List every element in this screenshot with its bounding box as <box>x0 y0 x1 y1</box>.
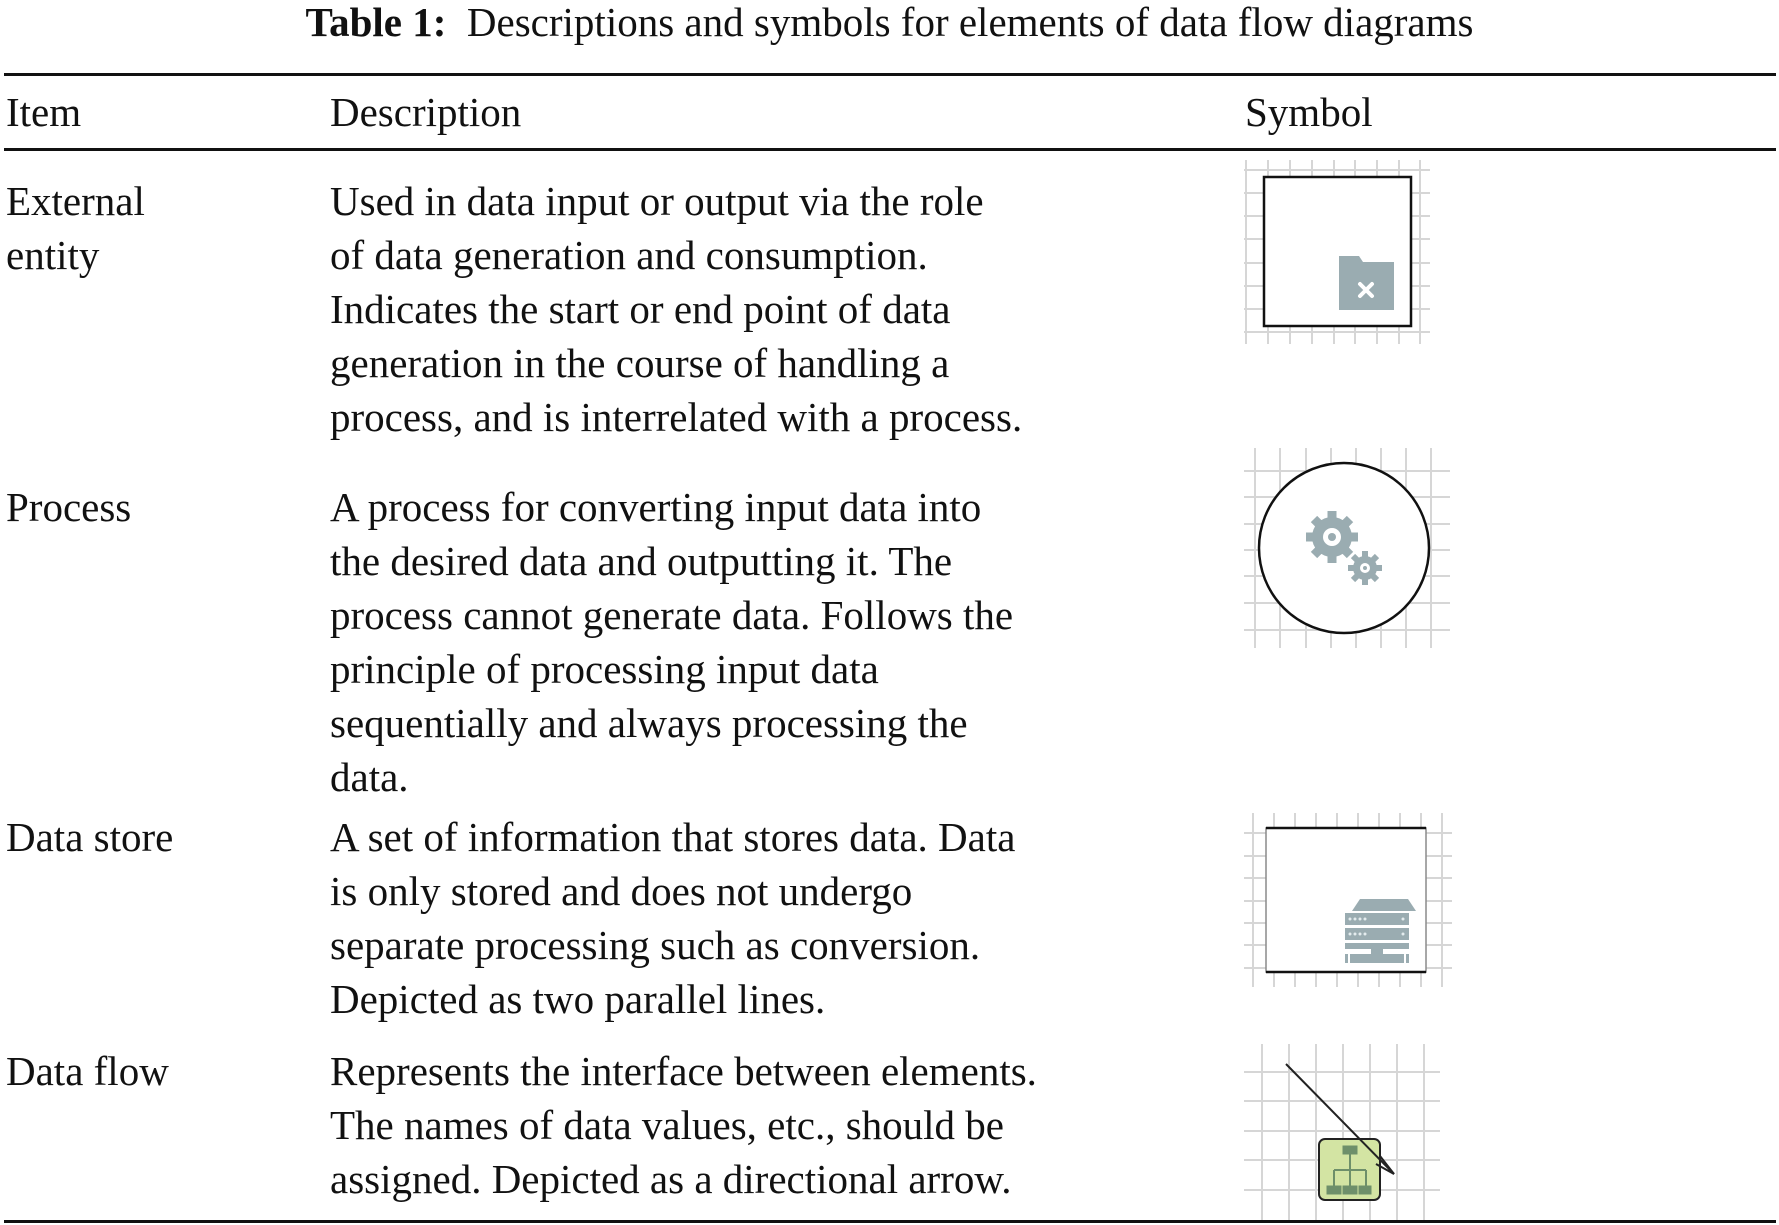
table-row-description-external-entity: Used in data input or output via the role of data generation and consumption. Indicates the start or end point of data generation in the course of handling a process, and is interrelated with a process. <box>330 178 1023 440</box>
table-label: Table 1: <box>305 0 447 45</box>
table-row-description-data-flow: Represents the interface between elements. The names of data values, etc., should be assigned. Depicted as a directional arrow. <box>330 1048 1037 1202</box>
column-header-symbol: Symbol <box>1245 89 1373 135</box>
header-rule <box>4 148 1776 151</box>
table-caption-text: Descriptions and symbols for elements of data flow diagrams <box>466 0 1474 45</box>
table-row-description-data-store: A set of information that stores data. Data is only stored and does not undergo separate processing such as conversion. Depicted as two parallel lines. <box>330 814 1016 1022</box>
data-flow-symbol <box>1244 1044 1440 1220</box>
bottom-rule <box>4 1220 1776 1223</box>
table-row-item-data-store: Data store <box>6 814 174 860</box>
table-row-item-data-flow: Data flow <box>6 1048 169 1094</box>
data-store-symbol <box>1244 813 1452 987</box>
top-rule <box>4 73 1776 76</box>
table-caption <box>0 0 1779 48</box>
table-row-item-process: Process <box>6 484 132 530</box>
folder-x-icon <box>1339 256 1394 310</box>
hierarchy-icon <box>1319 1139 1380 1200</box>
process-symbol <box>1244 448 1450 648</box>
server-icon <box>1345 899 1416 963</box>
external-entity-symbol <box>1244 160 1434 344</box>
column-header-description: Description <box>330 89 522 135</box>
table-row-item-external-entity: External entity <box>6 178 145 278</box>
table-row-description-process: A process for converting input data into the desired data and outputting it. The process cannot generate data. Follows the principle of processing input data sequentially and always processing the data. <box>330 484 1014 800</box>
column-header-item: Item <box>6 89 82 135</box>
